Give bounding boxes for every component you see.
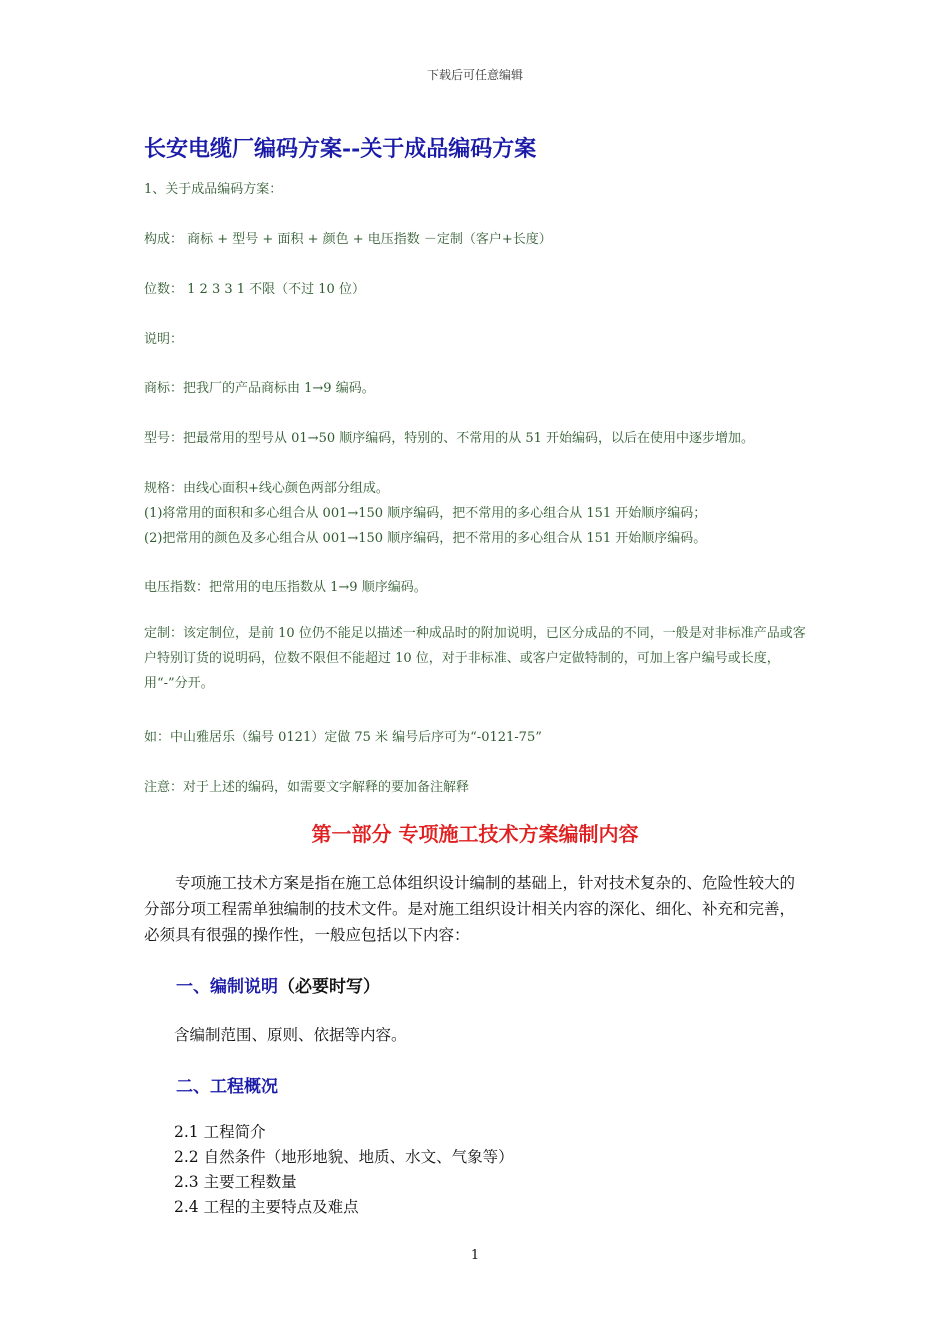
section-2-heading	[176, 1072, 278, 1097]
scheme-example: 如：中山雅居乐（编号 0121）定做 75 米 编号后序可为“-0121-75”	[144, 730, 542, 745]
page-header: 下载后可任意编辑	[426, 68, 523, 82]
section-1-suffix: （必要时写）	[278, 977, 380, 997]
section-2-title: 二、工程概况	[176, 1077, 278, 1097]
part-one-intro: 专项施工技术方案是指在施工总体组织设计编制的基础上，针对技术复杂的、危险性较大的分部分项工程需单独编制的技术文件。是对施工组织设计相关内容的深化、细化、补充和完善，必须具有很强的操作性，一般应包括以下内容：	[144, 874, 796, 944]
section-1-heading	[176, 972, 380, 997]
scheme-spec-1: (1)将常用的面积和多心组合从 001→150 顺序编码，把不常用的多心组合从 151 开始顺序编码；	[144, 506, 707, 521]
scheme-brand: 商标：把我厂的产品商标由 1→9 编码。	[144, 381, 375, 396]
scheme-composition: 构成： 商标 + 型号 + 面积 + 颜色 + 电压指数 －定制（客户+长度）	[144, 232, 552, 247]
list-item: 2.3 主要工程数量	[174, 1173, 297, 1191]
scheme-explain: 说明：	[144, 332, 184, 347]
list-item: 2.4 工程的主要特点及难点	[174, 1198, 359, 1216]
document-title: 长安电缆厂编码方案--关于成品编码方案	[144, 136, 537, 162]
scheme-spec-2: (2)把常用的颜色及多心组合从 001→150 顺序编码，把不常用的多心组合从 151 开始顺序编码。	[144, 531, 707, 546]
scheme-intro: 1、关于成品编码方案：	[144, 182, 283, 197]
section-1-title: 一、编制说明	[176, 977, 278, 997]
page-number: 1	[470, 1248, 480, 1263]
part-one-title: 第一部分 专项施工技术方案编制内容	[311, 822, 639, 846]
section-1-body: 含编制范围、原则、依据等内容。	[174, 1026, 407, 1044]
scheme-note: 注意：对于上述的编码，如需要文字解释的要加备注解释	[144, 780, 470, 795]
scheme-voltage: 电压指数：把常用的电压指数从 1→9 顺序编码。	[144, 580, 427, 595]
section-2-list	[174, 1120, 514, 1220]
scheme-digits: 位数： 1 2 3 3 1 不限（不过 10 位）	[144, 282, 365, 297]
list-item: 2.1 工程简介	[174, 1123, 266, 1141]
scheme-custom: 定制：该定制位，是前 10 位仍不能足以描述一种成品时的附加说明，已区分成品的不同，一般是对非标准产品或客户特别订货的说明码，位数不限但不能超过 10 位，对于非标准、或客户定做特制的，可加上客户编号或长度，用“-”分开。	[144, 626, 806, 691]
scheme-model: 型号：把最常用的型号从 01→50 顺序编码，特别的、不常用的从 51 开始编码，以后在使用中逐步增加。	[144, 431, 755, 446]
scheme-spec-title: 规格：由线心面积+线心颜色两部分组成。	[144, 481, 389, 496]
list-item: 2.2 自然条件（地形地貌、地质、水文、气象等）	[174, 1148, 514, 1166]
